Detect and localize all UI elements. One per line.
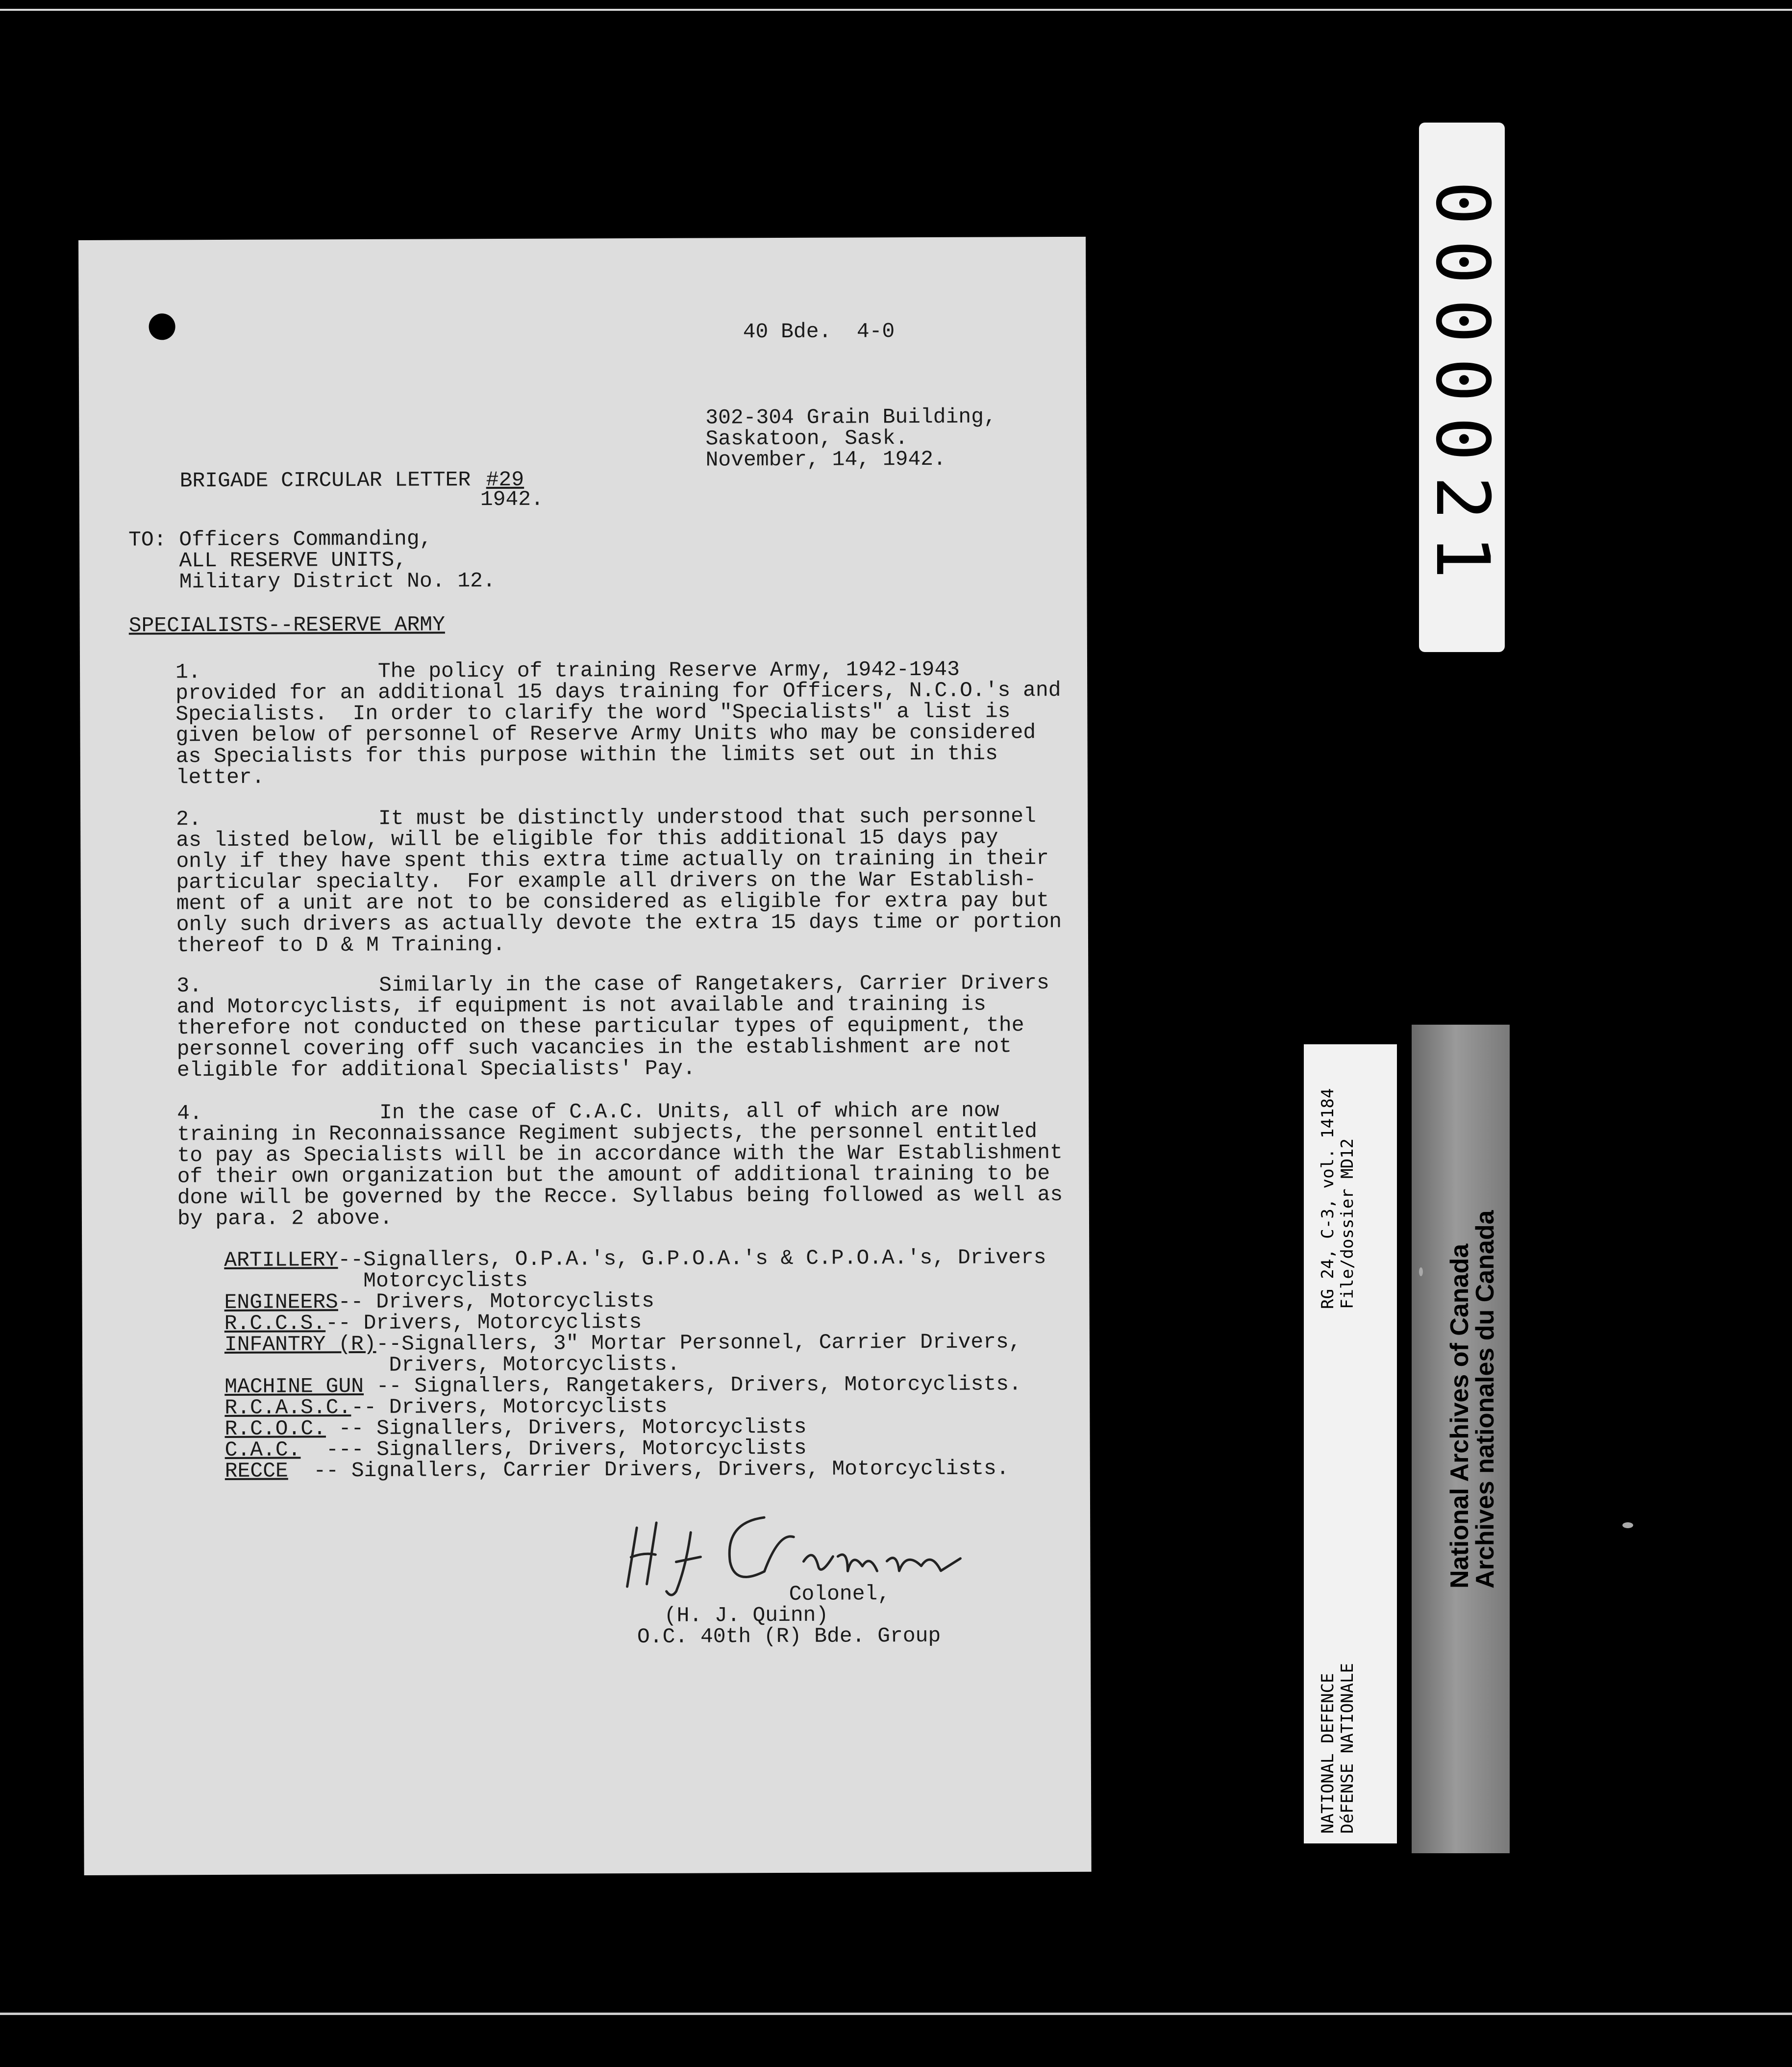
punch-hole — [149, 313, 175, 340]
address-line-2: Saskatoon, Sask. — [705, 426, 908, 451]
unit-roles: --Signallers, O.P.A.'s, G.P.O.A.'s & C.P.O.A.'s, Drivers — [338, 1245, 1046, 1272]
list-item — [224, 1373, 1141, 1397]
unit-roles: -- Signallers, Rangetakers, Drivers, Motorcyclists. — [363, 1372, 1021, 1398]
paragraph-line: Similarly in the case of Rangetakers, Carrier Drivers — [379, 971, 1049, 997]
paragraph-line: thereof to D & M Training. — [176, 932, 506, 958]
to-line-2: ALL RESERVE UNITS, — [128, 548, 407, 573]
film-edge-bottom — [0, 2013, 1792, 2015]
letter-sheet — [78, 237, 1092, 1875]
address-line-1: 302-304 Grain Building, — [705, 404, 996, 430]
unit-roles: -- Drivers, Motorcyclists — [325, 1310, 642, 1336]
paragraph-line: It must be distinctly understood that such personnel — [378, 804, 1036, 831]
file-reference: 40 Bde. 4-0 — [743, 319, 895, 344]
frame-number: 0000021 — [1419, 180, 1505, 594]
unit-name: ARTILLERY — [224, 1248, 338, 1272]
film-edge-top — [0, 9, 1792, 11]
paragraph-line: and Motorcyclists, if equipment is not available and training is — [176, 992, 987, 1019]
specialists-list — [224, 1246, 1142, 1482]
unit-name: MACHINE GUN — [224, 1374, 364, 1399]
list-item — [224, 1394, 1141, 1418]
circular-year: 1942. — [480, 487, 544, 512]
archive-reference-line-4: DéFENSE NATIONALE — [1338, 1663, 1357, 1834]
circular-number: #29 — [486, 467, 524, 492]
unit-roles: --Signallers, 3" Mortar Personnel, Carrier Drivers, — [376, 1330, 1021, 1356]
paragraph-line: as listed below, will be eligible for this additional 15 days pay — [176, 825, 998, 853]
paragraph-line: only such drivers as actually devote the extra 15 days time or portion — [176, 909, 1062, 937]
paragraph-line: therefore not conducted on these particular types of equipment, the — [176, 1013, 1024, 1040]
paragraph-1 — [175, 658, 1093, 788]
unit-name: ENGINEERS — [224, 1290, 338, 1314]
signatory-name: (H. J. Quinn) — [664, 1603, 829, 1628]
unit-name: C.A.C. — [224, 1437, 301, 1462]
signatory-rank: Colonel, — [789, 1582, 891, 1606]
unit-name: R.C.A.S.C. — [224, 1395, 351, 1420]
paragraph-4 — [177, 1100, 1094, 1230]
paragraph-line: ment of a unit are not to be considered as eligible for extra pay but — [176, 888, 1049, 916]
film-speck — [1419, 1267, 1423, 1276]
archive-reference-strip — [1304, 1044, 1397, 1843]
paragraph-line: eligible for additional Specialists' Pay. — [176, 1056, 696, 1083]
paragraph-line: The policy of training Reserve Army, 1942-1943 — [377, 657, 960, 683]
list-item — [224, 1415, 1141, 1439]
paragraph-line: to pay as Specialists will be in accordance with the War Establishment — [177, 1140, 1063, 1168]
list-item — [225, 1457, 1142, 1482]
paragraph-line: particular specialty. For example all drivers on the War Establish- — [176, 867, 1037, 895]
paragraph-line: In the case of C.A.C. Units, all of which are now — [379, 1098, 999, 1125]
unit-name: RECCE — [224, 1459, 288, 1483]
unit-name: R.C.C.S. — [224, 1311, 326, 1336]
paragraph-number: 3. — [176, 974, 202, 998]
paragraph-line: of their own organization but the amount of additional training to be — [177, 1161, 1050, 1189]
list-item-continuation — [224, 1267, 1141, 1292]
archive-reference-line-2: File/dossier MD12 — [1338, 1138, 1357, 1309]
signatory-title: O.C. 40th (R) Bde. Group — [637, 1623, 941, 1649]
paragraph-line: done will be governed by the Recce. Syllabus being followed as well as — [177, 1183, 1063, 1210]
unit-roles: -- Drivers, Motorcyclists — [351, 1394, 668, 1420]
list-item — [224, 1288, 1141, 1313]
film-speck — [1622, 1522, 1633, 1528]
letter-date: November, 14, 1942. — [705, 447, 946, 472]
paragraph-line: Specialists. In order to clarify the word "Specialists" a list is — [175, 699, 1011, 727]
archive-label-french: Archives nationales du Canada — [1471, 1210, 1499, 1588]
unit-roles: --- Signallers, Drivers, Motorcyclists — [300, 1436, 807, 1462]
paragraph-line: letter. — [175, 765, 265, 790]
unit-roles-continued: Motorcyclists — [363, 1268, 528, 1293]
archive-label-english: National Archives of Canada — [1445, 1243, 1474, 1588]
list-item — [224, 1246, 1141, 1271]
unit-roles-continued: Drivers, Motorcyclists. — [389, 1352, 680, 1377]
archive-reference-line-1: RG 24, C-3, vol. 14184 — [1318, 1088, 1338, 1309]
unit-roles: -- Drivers, Motorcyclists — [338, 1288, 655, 1314]
paragraph-line: given below of personnel of Reserve Army Units who may be considered — [175, 720, 1036, 748]
paragraph-number: 1. — [175, 660, 201, 684]
frame-number-label — [1419, 123, 1505, 652]
circular-title: BRIGADE CIRCULAR LETTER — [179, 468, 471, 493]
archive-reference-line-3: NATIONAL DEFENCE — [1318, 1673, 1338, 1834]
paragraph-line: provided for an additional 15 days training for Officers, N.C.O.'s and — [175, 678, 1061, 706]
unit-name: INFANTRY (R) — [224, 1332, 376, 1357]
paragraph-line: by para. 2 above. — [177, 1206, 393, 1231]
unit-roles: -- Signallers, Drivers, Motorcyclists — [325, 1414, 807, 1441]
national-archives-strip — [1412, 1025, 1510, 1853]
to-line-3: Military District No. 12. — [128, 569, 496, 594]
paragraph-number: 2. — [176, 807, 201, 832]
unit-roles: -- Signallers, Carrier Drivers, Drivers, Motorcyclists. — [288, 1456, 1009, 1483]
paragraph-2 — [176, 806, 1093, 957]
paragraph-3 — [176, 972, 1094, 1081]
paragraph-line: training in Reconnaissance Regiment subjects, the personnel entitled — [177, 1119, 1038, 1147]
paragraph-number: 4. — [177, 1101, 202, 1126]
paragraph-line: only if they have spent this extra time actually on training in their — [176, 846, 1049, 874]
subject-line: SPECIALISTS--RESERVE ARMY — [128, 612, 445, 638]
paragraph-line: as Specialists for this purpose within the limits set out in this — [175, 741, 998, 769]
paragraph-line: personnel covering off such vacancies in the establishment are not — [176, 1034, 1012, 1061]
to-line-1: TO: Officers Commanding, — [128, 527, 432, 552]
unit-name: R.C.O.C. — [224, 1416, 326, 1441]
list-item — [224, 1331, 1141, 1355]
